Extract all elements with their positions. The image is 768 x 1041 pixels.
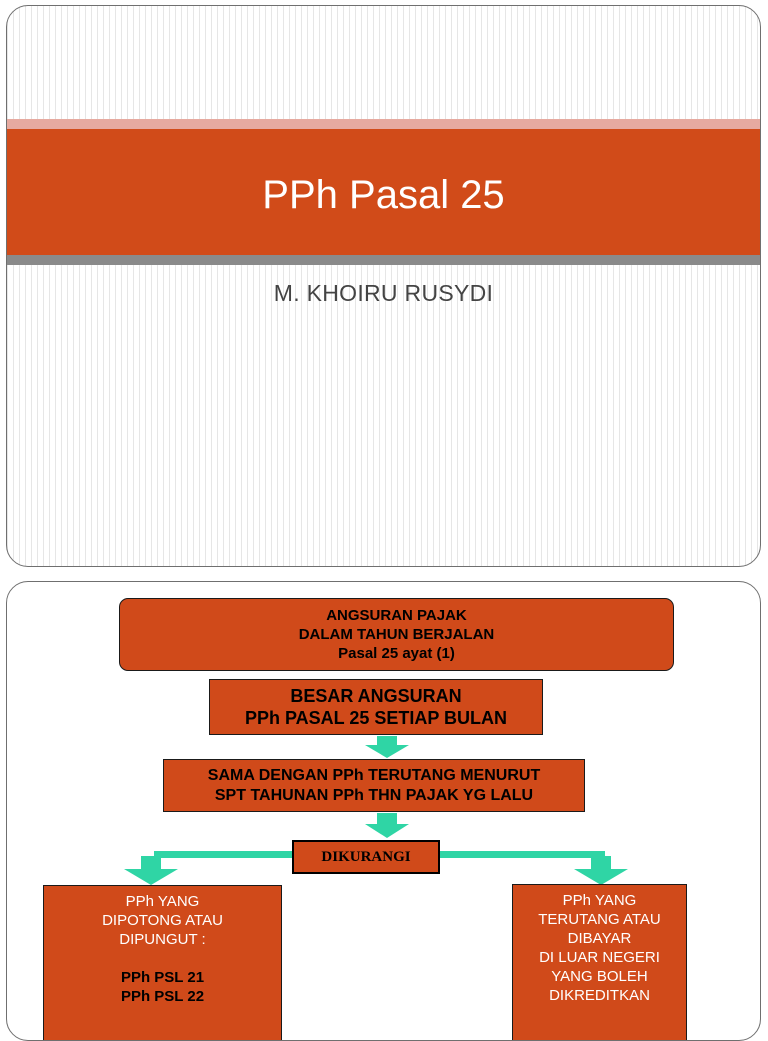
besar-line-1: BESAR ANGSURAN: [290, 686, 462, 706]
luar-negeri-box: [512, 884, 687, 1041]
right-line-5: YANG BOLEH: [551, 968, 648, 985]
sama-line-2: SPT TAHUNAN PPh THN PAJAK YG LALU: [214, 786, 534, 804]
right-line-2: TERUTANG ATAU: [538, 911, 661, 928]
down-arrow-icon: [363, 736, 413, 760]
flowchart-slide: [6, 581, 761, 1041]
left-line-1: PPh YANG: [125, 893, 200, 910]
besar-line-2: PPh PASAL 25 SETIAP BULAN: [244, 708, 508, 728]
angsuran-line-2: DALAM TAHUN BERJALAN: [298, 626, 495, 643]
title-band: [7, 129, 760, 255]
angsuran-pajak-box: [119, 598, 674, 671]
slide-title: PPh Pasal 25: [262, 172, 505, 217]
angsuran-line-3: Pasal 25 ayat (1): [338, 645, 455, 662]
dikurangi-label: DIKURANGI: [321, 848, 411, 865]
right-line-4: DI LUAR NEGERI: [539, 949, 660, 966]
angsuran-line-1: ANGSURAN PAJAK: [326, 607, 467, 624]
down-arrow-icon: [572, 856, 632, 886]
author-name: M. KHOIRU RUSYDI: [273, 280, 494, 306]
right-line-3: DIBAYAR: [567, 930, 632, 947]
sama-line-1: SAMA DENGAN PPh TERUTANG MENURUT: [207, 766, 541, 784]
left-line-2: DIPOTONG ATAU: [102, 912, 223, 929]
right-line-1: PPh YANG: [562, 892, 637, 909]
right-line-6: DIKREDITKAN: [549, 987, 650, 1004]
besar-angsuran-box: [209, 679, 543, 735]
dikurangi-box: [292, 840, 440, 874]
title-band-top-accent: [7, 119, 760, 129]
pph-psl-22: PPh PSL 22: [120, 988, 205, 1005]
pph-psl-21: PPh PSL 21: [120, 969, 205, 986]
down-arrow-icon: [363, 813, 413, 839]
down-arrow-icon: [122, 856, 182, 886]
title-slide: [6, 5, 761, 567]
sama-dengan-box: [163, 759, 585, 812]
title-band-bottom-accent: [7, 255, 760, 265]
left-line-3: DIPUNGUT :: [119, 931, 206, 948]
dipotong-dipungut-box: [43, 885, 282, 1041]
